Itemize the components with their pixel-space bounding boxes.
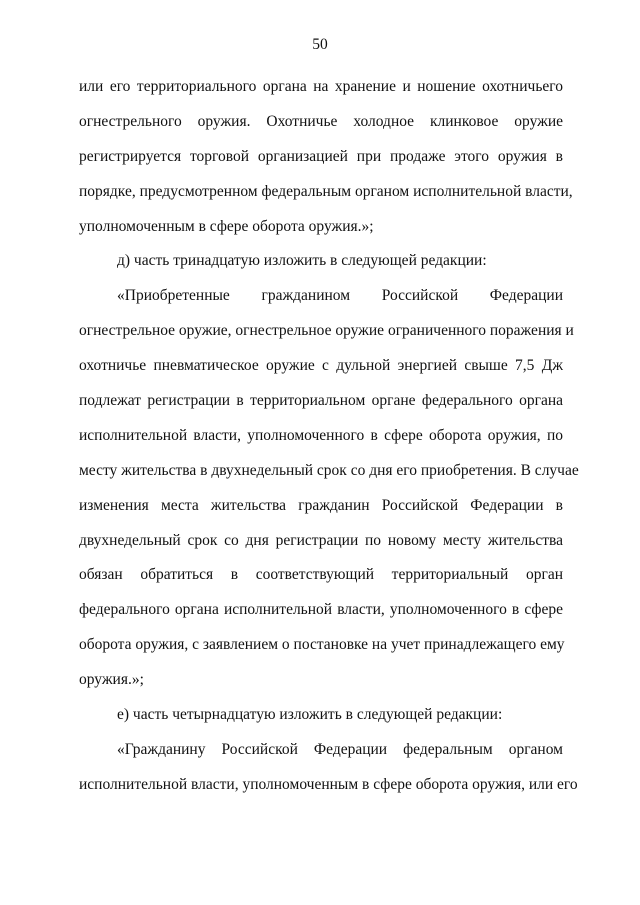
- text-line: «Приобретенные гражданином Российской Федерации: [117, 287, 563, 305]
- text-line: порядке, предусмотренном федеральным органом исполнительной власти,: [79, 182, 573, 200]
- document-text-body: [79, 70, 579, 803]
- text-line: уполномоченным в сфере оборота оружия.»;: [79, 217, 374, 235]
- text-line: исполнительной власти, уполномоченного в сфере оборота оружия, по: [79, 426, 563, 444]
- text-line: двухнедельный срок со дня регистрации по новому месту жительства: [79, 531, 563, 549]
- text-line: или его территориального органа на хранение и ношение охотничьего: [79, 78, 563, 95]
- text-line: обязан обратиться в соответствующий территориальный орган: [79, 566, 563, 584]
- text-line: оружия.»;: [79, 671, 144, 689]
- text-line: е) часть четырнадцатую изложить в следующей редакции:: [117, 706, 503, 724]
- text-line: федерального органа исполнительной власти, уполномоченного в сфере: [79, 601, 563, 619]
- text-line: д) часть тринадцатую изложить в следующей редакции:: [117, 252, 487, 270]
- text-line: изменения места жительства гражданин Российской Федерации в: [79, 496, 563, 514]
- text-line: регистрируется торговой организацией при продаже этого оружия в: [79, 147, 563, 165]
- text-line: подлежат регистрации в территориальном органе федерального органа: [79, 392, 563, 410]
- text-line: огнестрельное оружие, огнестрельное оружие ограниченного поражения и: [79, 322, 574, 340]
- text-line: оборота оружия, с заявлением о постановке на учет принадлежащего ему: [79, 636, 565, 654]
- text-line: «Гражданину Российской Федерации федеральным органом: [117, 740, 563, 758]
- text-line: месту жительства в двухнедельный срок со дня его приобретения. В случае: [79, 461, 579, 479]
- text-line: исполнительной власти, уполномоченным в сфере оборота оружия, или его: [79, 775, 578, 793]
- page-number: 50: [312, 36, 328, 53]
- text-line: огнестрельного оружия. Охотничье холодное клинковое оружие: [79, 112, 563, 130]
- text-line: охотничье пневматическое оружие с дульной энергией свыше 7,5 Дж: [79, 357, 563, 375]
